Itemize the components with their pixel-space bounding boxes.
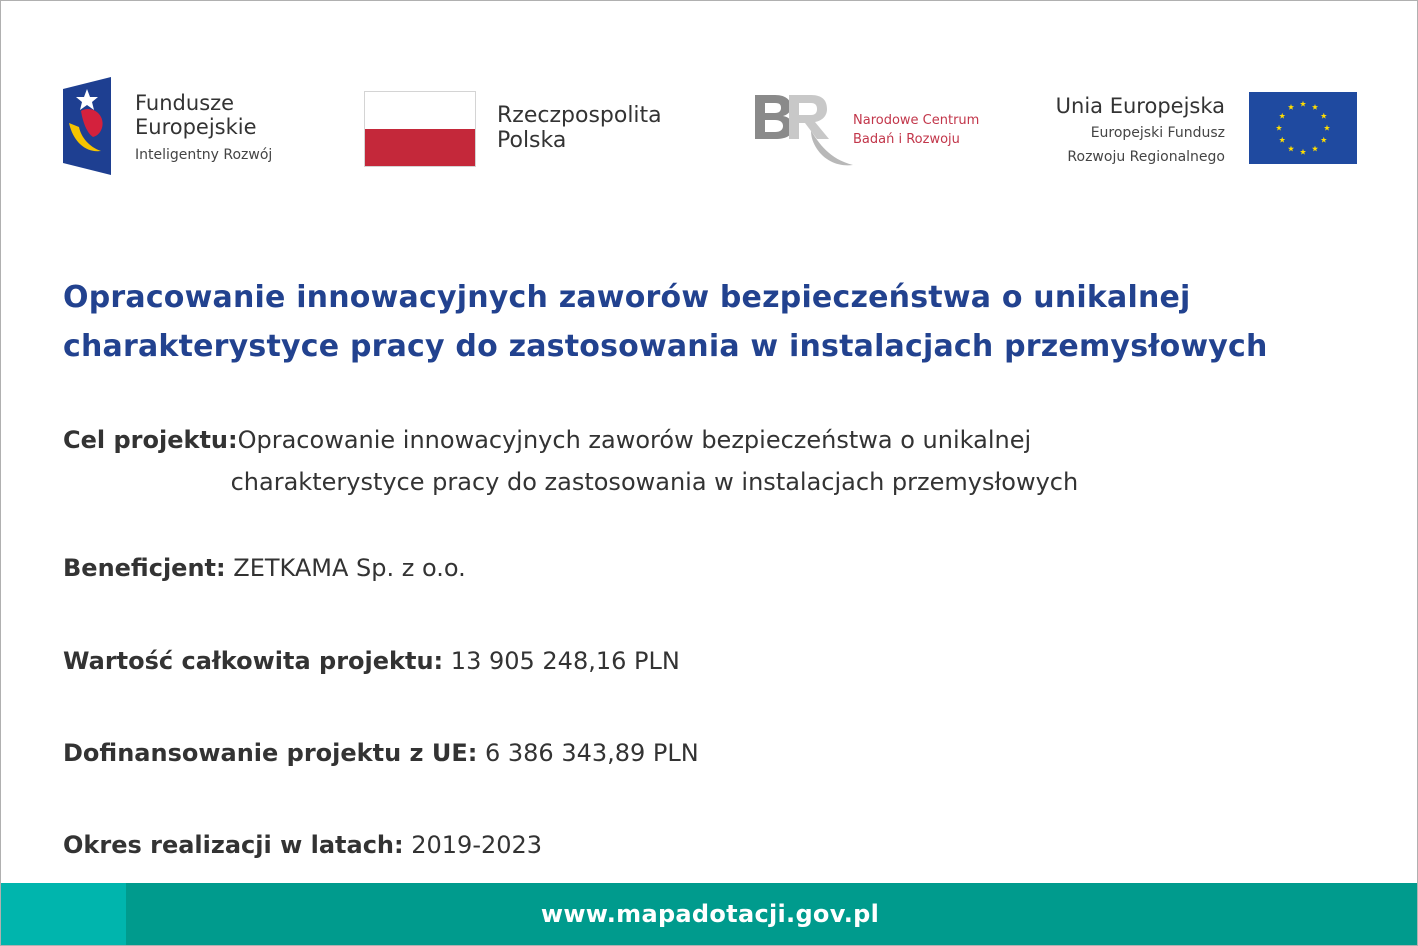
wartosc-label: Wartość całkowita projektu: xyxy=(63,647,444,675)
cel-projektu-row xyxy=(63,419,1078,503)
ncbr-emblem-icon xyxy=(753,87,857,171)
eu-flag-icon xyxy=(1249,92,1357,164)
polish-flag-icon xyxy=(364,91,476,167)
fundusze-name-line1: Fundusze xyxy=(135,91,235,115)
unia-europejska-logo xyxy=(1027,89,1359,169)
rzeczpospolita-polska-logo xyxy=(364,91,694,167)
ncbr-line1: Narodowe Centrum xyxy=(853,113,980,128)
beneficjent-row xyxy=(63,547,466,589)
eu-sub-line1: Europejski Fundusz xyxy=(1090,125,1225,141)
fundusze-emblem-icon xyxy=(63,77,115,175)
eu-name: Unia Europejska xyxy=(1055,94,1225,118)
project-title-line1: Opracowanie innowacyjnych zaworów bezpieczeństwa o unikalnej xyxy=(63,280,1191,315)
polska-line2: Polska xyxy=(497,128,567,153)
dofinansowanie-value: 6 386 343,89 PLN xyxy=(484,739,699,767)
okres-label: Okres realizacji w latach: xyxy=(63,831,404,859)
cel-projektu-label: Cel projektu: xyxy=(63,426,238,454)
project-title-line2: charakterystyce pracy do zastosowania w instalacjach przemysłowych xyxy=(63,329,1268,364)
dofinansowanie-row xyxy=(63,732,699,774)
cel-projektu-value xyxy=(230,419,1079,503)
footer-bar xyxy=(1,883,1417,945)
dofinansowanie-label: Dofinansowanie projektu z UE: xyxy=(63,739,478,767)
ncbr-logo xyxy=(753,87,983,171)
beneficjent-label: Beneficjent: xyxy=(63,554,226,582)
okres-row xyxy=(63,824,542,866)
wartosc-value: 13 905 248,16 PLN xyxy=(450,647,680,675)
beneficjent-value: ZETKAMA Sp. z o.o. xyxy=(233,554,466,582)
wartosc-row xyxy=(63,640,680,682)
eu-sub-line2: Rozwoju Regionalnego xyxy=(1067,149,1225,165)
polska-line1: Rzeczpospolita xyxy=(497,103,662,128)
ncbr-line2: Badań i Rozwoju xyxy=(853,132,960,147)
fundusze-europejskie-logo xyxy=(63,77,303,177)
cel-projektu-value-line1: Opracowanie innowacyjnych zaworów bezpieczeństwa o unikalnej xyxy=(237,426,1032,454)
footer-url-link[interactable]: www.mapadotacji.gov.pl xyxy=(540,900,880,928)
fundusze-subtitle: Inteligentny Rozwój xyxy=(135,147,273,163)
cel-projektu-value-line2: charakterystyce pracy do zastosowania w instalacjach przemysłowych xyxy=(230,468,1079,496)
project-title xyxy=(63,273,1383,371)
fundusze-name-line2: Europejskie xyxy=(135,115,257,139)
okres-value: 2019-2023 xyxy=(411,831,543,859)
